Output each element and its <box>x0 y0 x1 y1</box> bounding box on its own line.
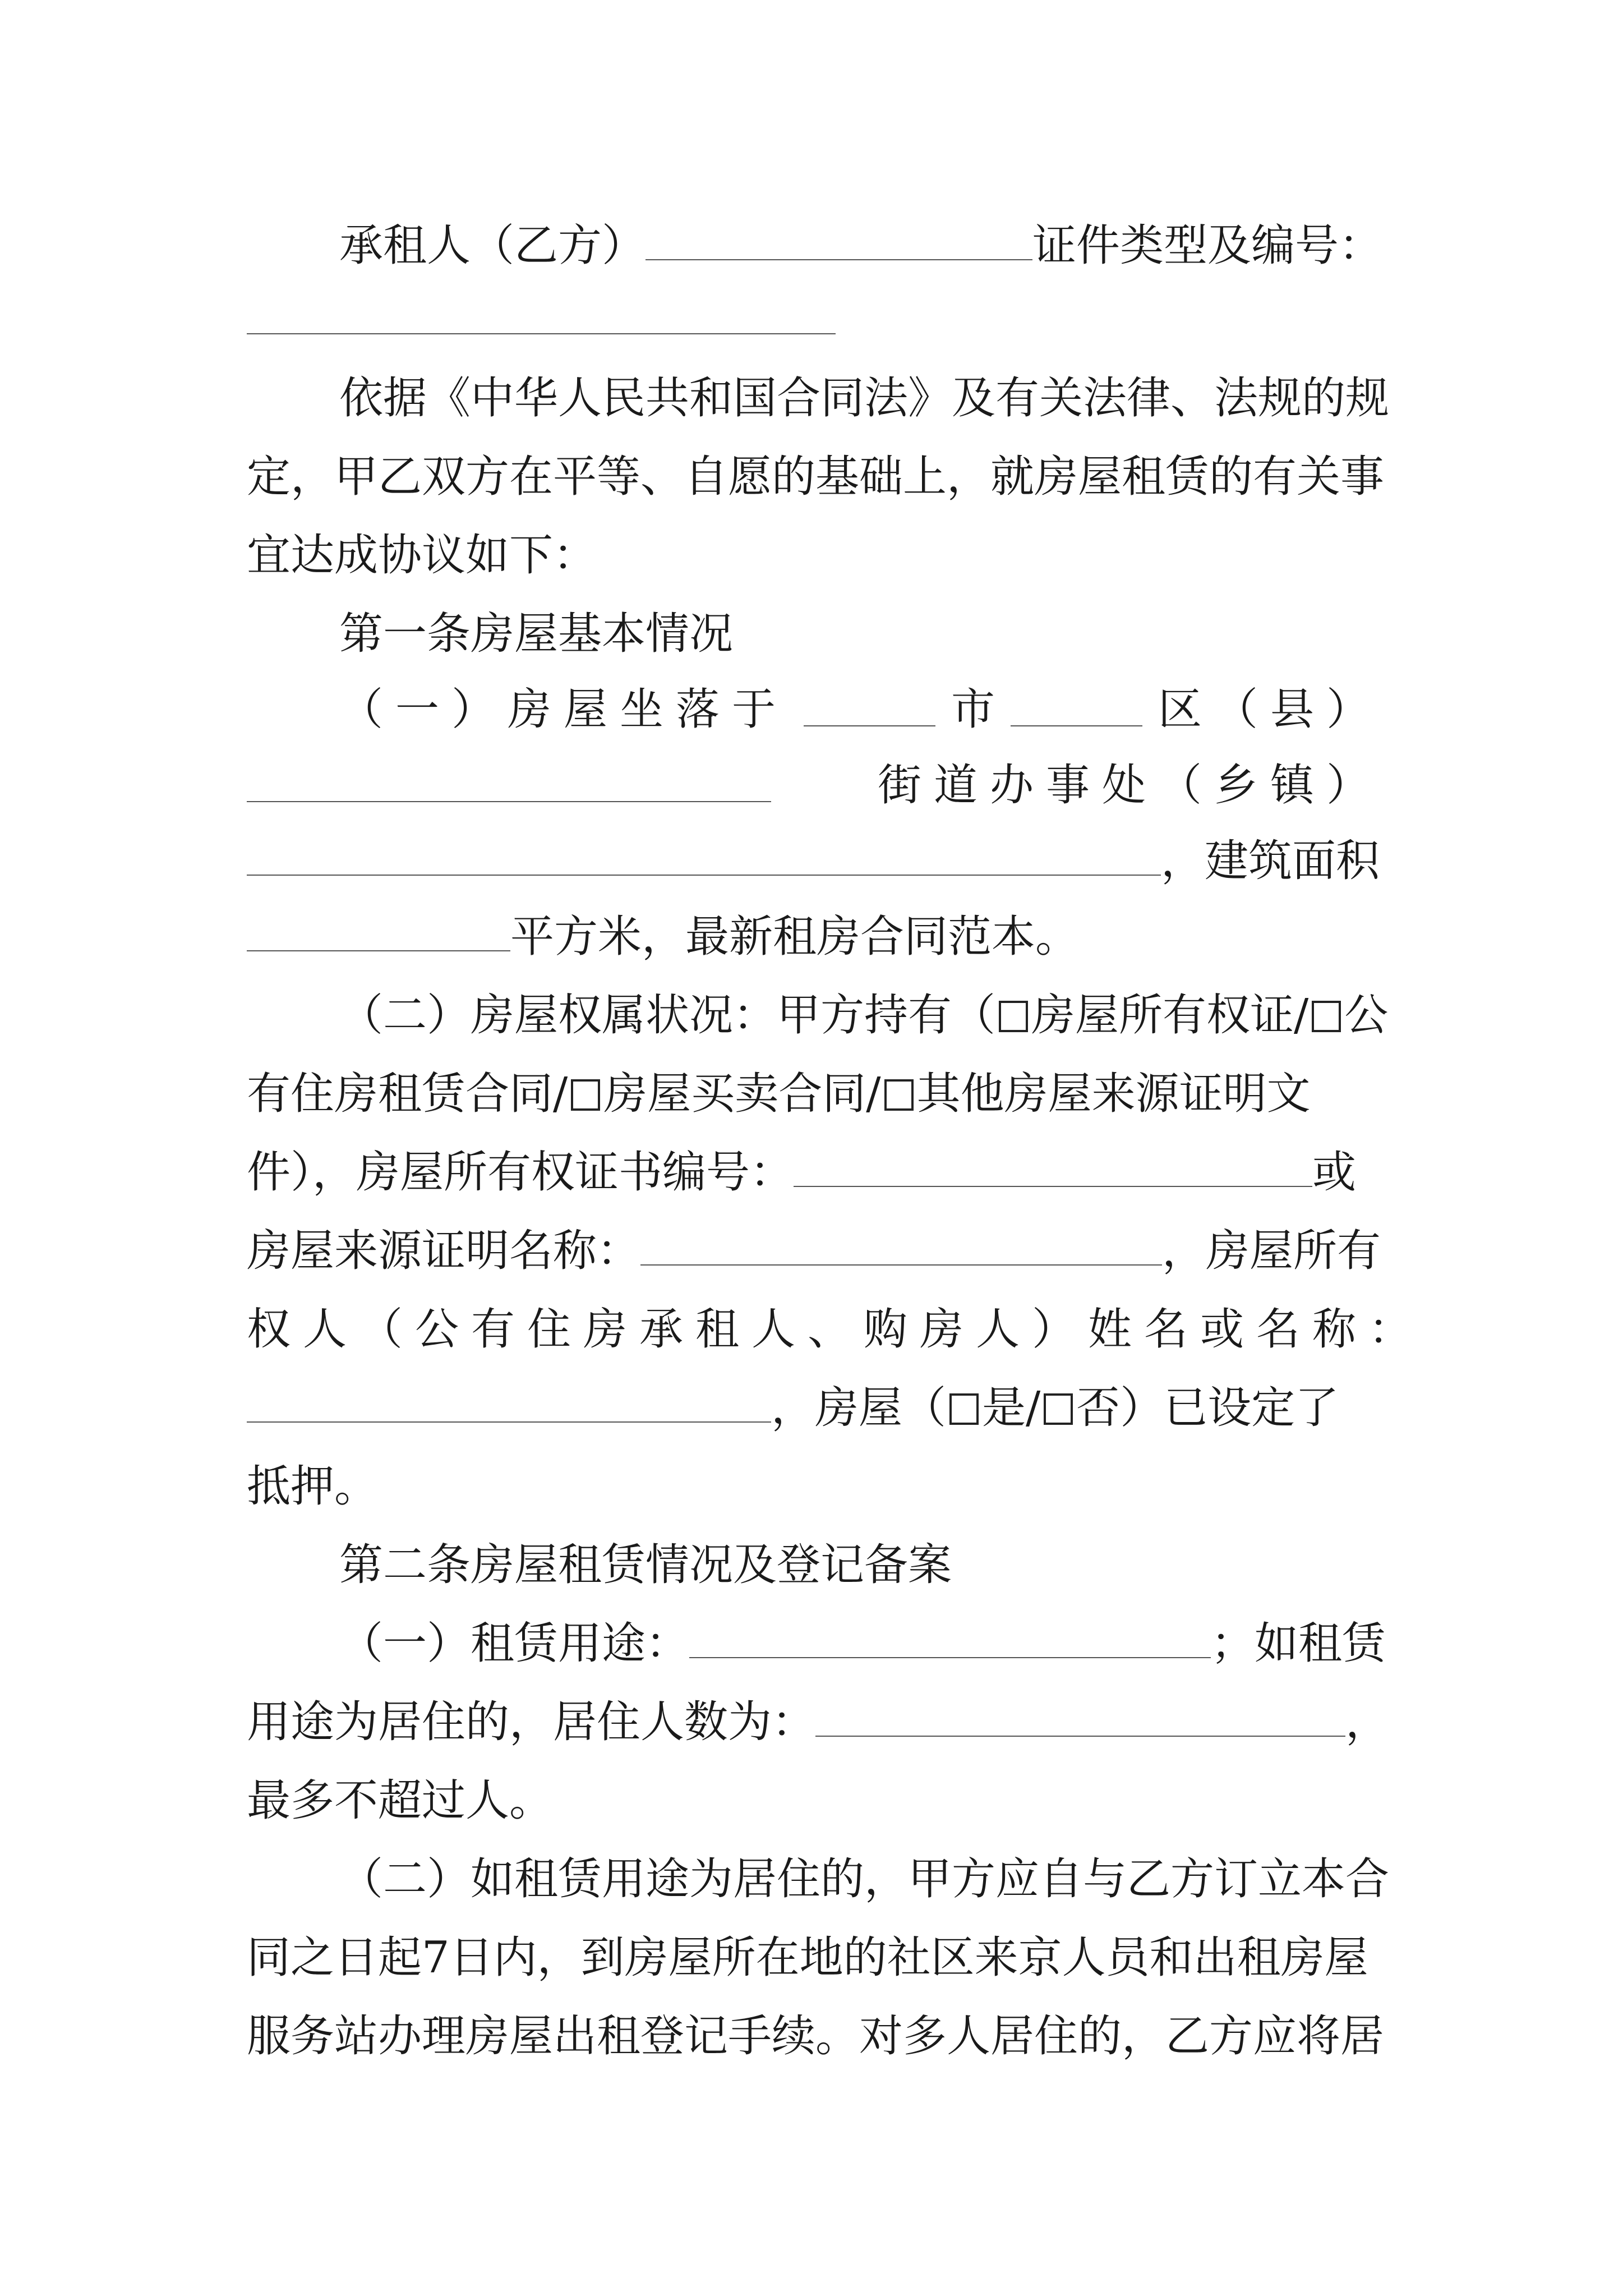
ownership-line-7: 抵押。 <box>247 1461 379 1512</box>
checkbox-public-housing[interactable] <box>1312 1001 1341 1032</box>
intro-line-1: 依据《中华人民共和国合同法》及有关法律、法规的规 <box>339 373 1390 424</box>
usage-blank[interactable] <box>689 1625 1211 1658</box>
area-line <box>247 898 1382 976</box>
area-label: ，建筑面积 <box>1161 836 1380 886</box>
id-type-label: 证件类型及编号： <box>1032 220 1383 271</box>
cert-number-label: 件），房屋所有权证书编号： <box>247 1147 794 1198</box>
usage-label: （一）租赁用途： <box>339 1618 690 1669</box>
ownership-line-3 <box>247 1133 1382 1212</box>
article-2-title: 第二条房屋租赁情况及登记备案 <box>339 1540 952 1590</box>
cert-number-blank[interactable] <box>794 1153 1312 1187</box>
checkbox-mortgage-no[interactable] <box>1044 1393 1073 1425</box>
checkbox-sale-contract[interactable] <box>571 1079 600 1111</box>
ownership-line-5 <box>247 1290 1425 1369</box>
usage-line-1 <box>339 1604 1386 1683</box>
or-label: 或 <box>1312 1147 1357 1198</box>
id-number-line <box>247 280 1382 359</box>
comma: ， <box>1345 1697 1390 1747</box>
owner-label-a: ，房屋所有 <box>1162 1226 1381 1276</box>
street-office-label: 街道办事处（乡镇） <box>877 760 1382 811</box>
proof-name-blank[interactable] <box>640 1232 1162 1266</box>
tenant-line <box>339 206 1382 285</box>
street-line <box>247 746 1382 825</box>
street-blank[interactable] <box>247 769 771 802</box>
sale-contract-label: 房屋买卖合同/ <box>603 1069 881 1119</box>
owner-label-b: 权人（公有住房承租人、购房人）姓名或名称： <box>247 1304 1425 1355</box>
mortgage-yes-label: 是/ <box>982 1383 1041 1433</box>
ownership-line-1 <box>339 976 1389 1055</box>
ownership-line-4 <box>247 1212 1382 1290</box>
usage-cont-label: ；如租赁 <box>1211 1618 1386 1669</box>
tenant-label: 承租人（乙方） <box>339 220 646 271</box>
usage-line-3: 最多不超过人。 <box>247 1775 554 1826</box>
location-label: （一）房屋坐落于 <box>339 684 789 735</box>
registration-line-3: 服务站办理房屋出租登记手续。对多人居住的，乙方应将居 <box>247 2011 1385 2062</box>
registration-line-2: 同之日起7日内，到房屋所在地的社区来京人员和出租房屋 <box>247 1932 1368 1983</box>
id-number-blank[interactable] <box>247 301 836 334</box>
city-blank[interactable] <box>804 693 935 726</box>
address-blank[interactable] <box>247 842 1161 876</box>
area-blank[interactable] <box>247 918 510 951</box>
owner-name-blank[interactable] <box>247 1389 771 1423</box>
public-housing-label-b: 有住房租赁合同/ <box>247 1069 568 1119</box>
district-blank[interactable] <box>1011 693 1142 726</box>
ownership-cert-label: 房屋所有权证/ <box>1031 990 1309 1041</box>
other-proof-label: 其他房屋来源证明文 <box>916 1069 1311 1119</box>
tenant-name-blank[interactable] <box>645 227 1032 260</box>
checkbox-ownership-cert[interactable] <box>999 1001 1028 1032</box>
mortgage-no-label: 否）已设定了 <box>1076 1383 1339 1433</box>
residents-blank[interactable] <box>815 1703 1345 1737</box>
public-housing-label-a: 公 <box>1344 990 1389 1041</box>
residents-label: 用途为居住的，居住人数为： <box>247 1697 816 1747</box>
district-label: 区（县） <box>1158 684 1382 735</box>
article-1-title: 第一条房屋基本情况 <box>339 609 734 659</box>
checkbox-mortgage-yes[interactable] <box>949 1393 979 1425</box>
city-label: 市 <box>951 684 995 735</box>
area-unit: 平方米，最新租房合同范本。 <box>510 912 1080 962</box>
intro-line-2: 定，甲乙双方在平等、自愿的基础上，就房屋租赁的有关事 <box>247 452 1385 502</box>
checkbox-other-proof[interactable] <box>884 1079 914 1111</box>
address-line <box>247 822 1382 900</box>
mortgage-label-a: ，房屋（ <box>771 1383 947 1433</box>
location-line <box>339 670 1382 749</box>
ownership-label: （二）房屋权属状况：甲方持有（ <box>339 990 996 1041</box>
proof-name-label: 房屋来源证明名称： <box>247 1226 641 1276</box>
ownership-line-6 <box>247 1369 1382 1447</box>
usage-line-2 <box>247 1683 1390 1761</box>
registration-line-1: （二）如租赁用途为居住的，甲方应自与乙方订立本合 <box>339 1854 1390 1904</box>
ownership-line-2 <box>247 1055 1382 1133</box>
intro-line-3: 宜达成协议如下： <box>247 530 597 581</box>
